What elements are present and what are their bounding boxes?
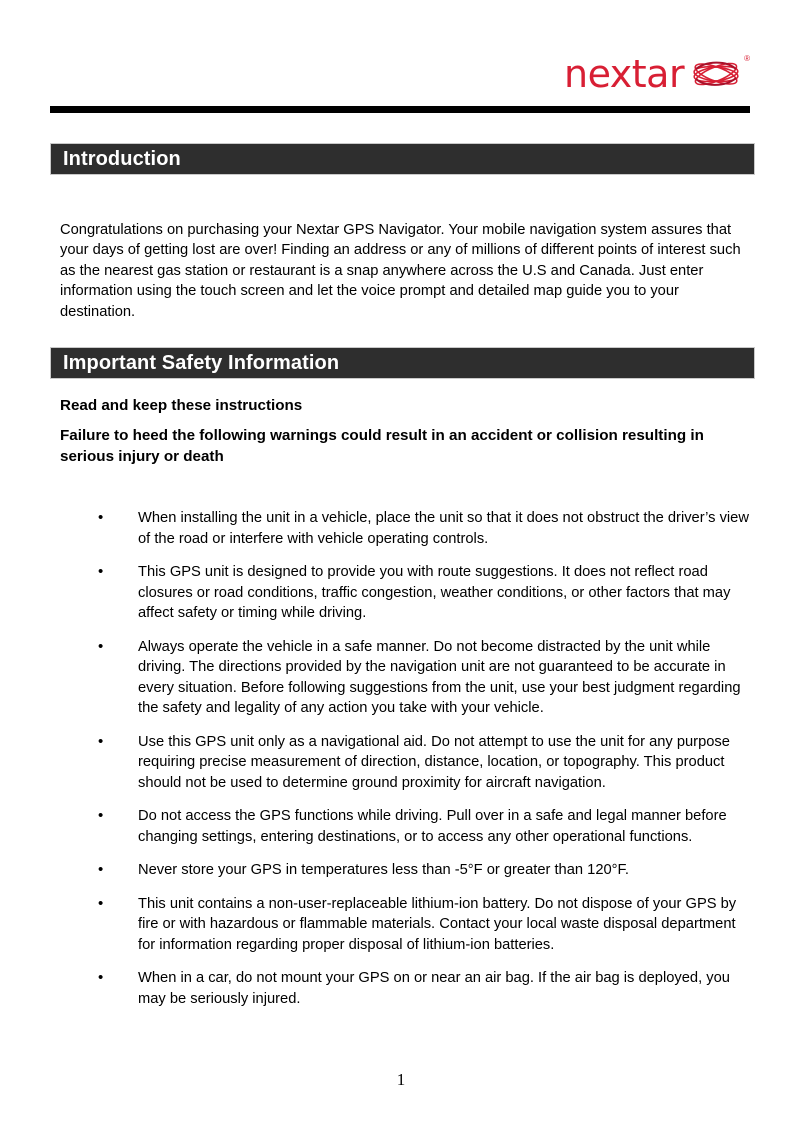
- list-item: [92, 968, 752, 1009]
- logo-wordmark: nextar: [564, 52, 685, 96]
- section-title-introduction: Introduction: [63, 147, 181, 170]
- section-header-introduction: [50, 143, 755, 175]
- list-item-text: Use this GPS unit only as a navigational aid. Do not attempt to use the unit for any purpose requiring precise measurement of direction, distance, location, or topography. This product should not be used to determine ground proximity for aircraft navigation.: [138, 733, 730, 791]
- bullet-icon: •: [98, 563, 104, 580]
- globe-swirl-icon: [690, 52, 742, 96]
- list-item-text: Never store your GPS in temperatures less than -5°F or greater than 120°F.: [138, 862, 629, 878]
- bullet-icon: •: [98, 509, 104, 526]
- list-item: [92, 508, 752, 549]
- section-title-safety: Important Safety Information: [63, 351, 340, 374]
- bullet-icon: •: [98, 807, 104, 824]
- header-rule: [50, 106, 750, 113]
- list-item-text: Do not access the GPS functions while driving. Pull over in a safe and legal manner before changing settings, entering destinations, or to access any other operational functions.: [138, 808, 727, 845]
- section-header-safety: [50, 347, 755, 379]
- safety-bullet-list: [92, 508, 752, 1022]
- list-item: [92, 894, 752, 956]
- bullet-icon: •: [98, 894, 104, 912]
- safety-lead-line-2: Failure to heed the following warnings could result in an accident or collision resulting in serious injury or death: [60, 427, 704, 465]
- list-item-text: This GPS unit is designed to provide you with route suggestions. It does not reflect road closures or road conditions, traffic congestion, weather conditions, or other factors that may affect safety or timing while driving.: [138, 564, 731, 621]
- list-item-text: When in a car, do not mount your GPS on or near an air bag. If the air bag is deployed, you may be seriously injured.: [138, 970, 730, 1007]
- list-item-text: Always operate the vehicle in a safe manner. Do not become distracted by the unit while driving. The directions provided by the navigation unit are not guaranteed to be accurate in every situation. Before following suggestions from the unit, use your best judgment regarding the safety and legality of any action you take with your vehicle.: [138, 638, 741, 716]
- bullet-icon: •: [98, 969, 104, 986]
- nextar-logo: [564, 48, 750, 100]
- list-item: [92, 806, 752, 847]
- list-item-text: When installing the unit in a vehicle, place the unit so that it does not obstruct the driver’s view of the road or interfere with vehicle operating controls.: [138, 510, 749, 547]
- list-item: [92, 732, 752, 794]
- bullet-icon: •: [98, 732, 104, 750]
- page-number: 1: [396, 1070, 406, 1089]
- safety-lead-line-1: Read and keep these instructions: [60, 397, 303, 414]
- bullet-icon: •: [98, 861, 104, 878]
- list-item: [92, 562, 752, 624]
- registered-trademark-icon: ®: [744, 54, 750, 63]
- list-item: [92, 637, 752, 719]
- bullet-icon: •: [98, 637, 104, 655]
- introduction-paragraph: Congratulations on purchasing your Nextar GPS Navigator. Your mobile navigation system assures that your days of getting lost are over! Finding an address or any of millions of different points of interest such as the nearest gas station or restaurant is a snap anywhere across the U.S and Canada. Just enter information using the touch screen and let the voice prompt and detailed map guide you to your destination.: [60, 221, 741, 320]
- list-item-text: This unit contains a non-user-replaceable lithium-ion battery. Do not dispose of your GPS by fire or with hazardous or flammable materials. Contact your local waste disposal department for information regarding proper disposal of lithium-ion batteries.: [138, 895, 737, 953]
- list-item: [92, 860, 752, 881]
